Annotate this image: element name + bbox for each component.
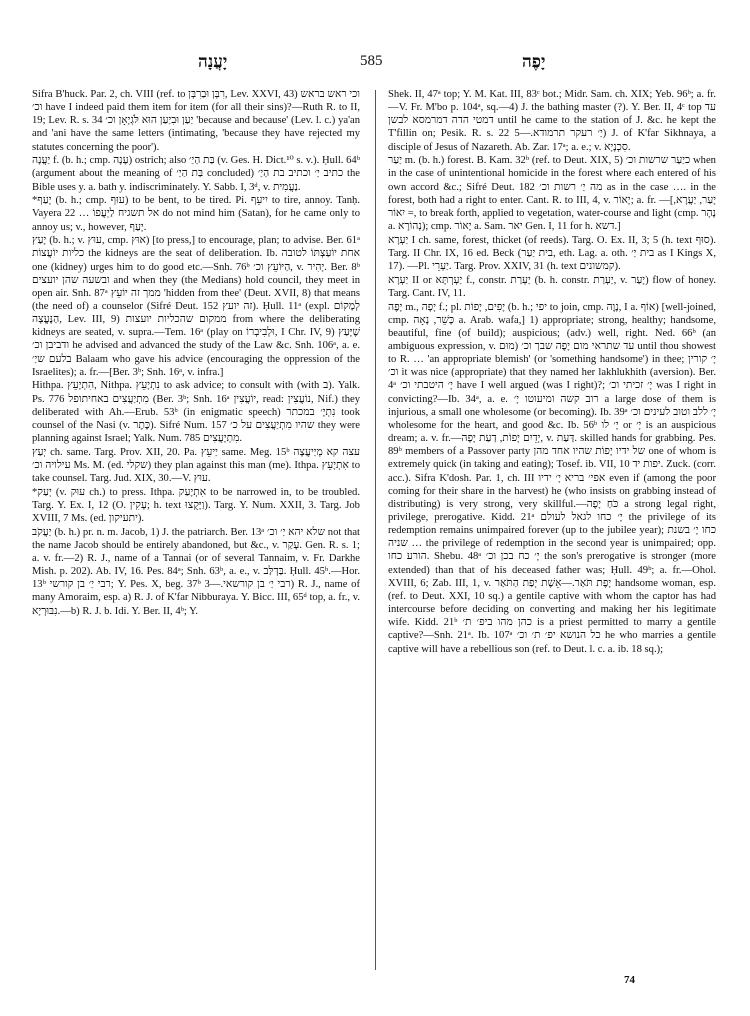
entry-paragraph: Hithpa. הִתְיָעֵץ, Nithpa. נִתְיָעֵץ to ask advice; to consult with (with ב). Yalk. Ps. 776 מִתְיַעֲצִים באחיתופל (Ber. 3ᵇ; Snh. 16ᵃ יוֹעֲצִין, read: נוֹעֲצִין, Nif.) they deliberated with Ah.—Erub. 53ᵇ (in enigmatic speech) נִתְיָ׳ במכתר took counsel of the Nasi (v. כֶּתֶר). Sifré Num. 157 שהיו מִתְיַעֲצִים על כ׳ they were planning against Israel; Yalk. Num. 785 מִתְיָעֲצִים. [32, 380, 361, 445]
entry-paragraph: Shek. II, 47ᵃ top; Y. M. Kat. III, 83ᶜ bot.; Midr. Sam. ch. XIX; Yeb. 96ᵇ; a. fr.—V. Fr. M'bo p. 104ᵃ, sq.—4) J. the bathing master (?). Y. Ber. II, 4ᶜ top עד דמטי הדה דמרמסא לבשן until he came to the station of J. &c. he kept the T'fillin on; Pesik. R. s. 22 יַ׳ רעקר תרמודא.—5) J. of K'far Sikhnaya, a disciple of Jesus of Nazareth. Ab. Zar. 17ᵃ; a. e.; v. סִכְנָיָא. [388, 89, 717, 153]
entry-paragraph: יְעַץ ch. same. Targ. Prov. XII, 20. Pa. יַיעֵץ same. Meg. 15ᵇ עצה קא מְיַיעֲצָה עילויה וכ׳ Ms. M. (ed. שקלי) they plan against this man (me). Ithpa. אִתְיָעֵץ to take counsel. Targ. Jud. XIX, 30.—V. עוּץ. [32, 446, 360, 485]
entry-paragraph: יַעְרָא II or יַעְרְתָּא f., constr. יַעְרַת (b. h. constr. יַעְרַת, v. יָעַר) flow of honey. Targ. Cant. IV, 11. [388, 274, 716, 299]
right-column [388, 88, 716, 656]
left-guide-word: יָעֲנָה [198, 52, 228, 71]
column-divider [375, 90, 376, 970]
entry-paragraph: יַעְרָא I ch. same, forest, thicket (of reeds). Targ. O. Ex. II, 3; 5 (h. text סוּף). Targ. II Chr. IX, 16 ed. Beck (בית יַעַר, eth. Lag. a. oth. בית יַ׳ as I Kings X, 17). —Pl. יַעְרֵי. Targ. Prov. XXIV, 31 (h. text קמשונים). [388, 234, 716, 273]
entry-paragraph: Sifra B'huck. Par. 2, ch. VIII (ref. to רִבְּן וּבַרִבְּן, Lev. XXVI, 43) וכי ראש בראש וכ׳ have I indeed paid them item for item (for all their sins)?—Ruth R. to II, 19; Lev. R. s. 34 יַעַן וּבִיַעַן הוּא לֹּגְיָאָן וכ׳ 'because and because' (Lev. l. c.) ya'an and 'ani have the same letters (intimating, 'because they have rejected my statutes concerning the poor'). [32, 89, 360, 153]
entry-paragraph: *יְעַק (v. עוּק ch.) to press. Ithpa. אִתְיָעַק to be narrowed in, to be troubled. Targ. Y. Ex. I, 12 (O. עָקִין; h. text וַיָּקֻצוּ). Targ. Y. Num. XXII, 3. Targ. Job XVIII, 7 Ms. (ed. יתעיקון). [32, 486, 360, 524]
page-number: 585 [360, 53, 383, 69]
entry-paragraph: יָעַץ (b. h.; v. עוּץ, cmp. אוּץ) [to press,] to encourage, plan; to advise. Ber. 61ᵃ כליות יוֹעֲצוֹת the kidneys are the seat of deliberation. Ib. אחת יוֹעַצְתּוֹ לטובה one (kidney) urges him to do good etc.—Snh. 76ᵇ הַיּוֹעֵץ וכ׳, v. יָהִיר. Ber. 8ᵇ ובשעה שהן יועצים and when they (the Medians) hold council, they meet in open air. Snh. 87ᵃ ממך זה יוֹעֵץ 'hidden from thee' (Deut. XVII, 8) that means (the need of) a counselor (Sifré Deut. 152 זה יועץ). Ḥull. 11ᵃ (expl. לְמָקוֹם הַנֶּעֱצָה, Lev. III, 9) ממקום שהכליות יועצות from where the deliberating kidneys are seated, v. supra.—Tem. 16ᵃ (play on וּלְבִיבְרוֹ, I Chr. IV, 9) שֶׁיָּעַץ ודביבן וכ׳ he advised and advanced the study of the Law &c. Snh. 106ᵃ, a. e. בלעם שיַ׳ Balaam who gave his advice (encouraging the oppression of the Israelites); a. fr.—[Ber. 3ᵇ; Snh. 16ᵃ, v. infra.] [32, 235, 360, 378]
signature-mark: 74 [624, 974, 635, 986]
entry-paragraph: *יָעַף (b. h.; cmp. עוּף) to be bent, to be tired. Pi. יִיעֵף to tire, annoy. Tanḥ. Vayera 22 … אל תשגיח לַיְעֲפוֹ do not mind him (Satan), for he came only to annoy us; v., however, יָעַף. [32, 195, 360, 233]
running-header [90, 50, 670, 74]
entry-paragraph: יָפֶה m., יָפָה f.; pl. יָפִים, יָפוֹת (b. h.; יפי to join, cmp. נָוֶה, I a. אוֹף) [well-joined, cmp. כָּשֵׁר, נָאָה a. Arab. wafa,] 1) appropriate; strong, healthy; handsome, beautiful, fine (of build); auspicious; (adv.) well, right. Ned. 66ᵇ (an ambiguous expression, v. מוּם) עד שתראי מום יָפֶה שבך וכ׳ until thou showest to R. … 'an appropriate blemish' (or 'something handsome') in thee; יָ׳ קורין וכ׳ it was nice (appropriate) that they named her lakhlukhith (aversion). Ber. 4ᵃ יָ׳ היטבתי וכ׳ have I well argued (was I right)?; יָ׳ זכיתי וכ׳ was I right in convicting?—Ib. 34ᵃ, a. e. רוב קשה ומיעוטו יָ׳ a large dose of them is injurious, a small one wholesome (or becoming). Ib. 39ᵃ יָ׳ ללב וטוב לעינים וכ׳ wholesome for the heart, and good &c. Ib. 56ᵇ יָ׳ לו or יָ׳ is an auspicious dream; a. v. fr.—יְדֵיִם יָפוֹת, דַעַת יָפָה, v. דַּעַת. skilled hands for grabbing. Pes. 89ᵇ members of a Passover party של ידיו יָפוֹת שהיו אחד מהן one of whom is extremely quick (in taking and eating); Tosef. ib. VII, 10 יפות יד. Zuck. (corr. acc.). Sifra K'dosh. Par. 1, ch. III אפי׳ בריא יָ׳ ידיו even if (among the poor coming for their share in the harvest) he (who insists on grabbing instead of distributing) is very strong, very skillful.—כֹּחַ יָפֶה a strong legal right, privilege, prerogative. Kidd. 21ᵃ יָ׳ כחו לגאל לעולם the privilege of its redemption remains unimpaired forever (up to the jubilee year); כחו יָ׳ בשנת שניה … the privilege of redemption in the second year is unimpaired; opp. הורע כחו. Shebu. 48ᵃ יָ׳ כח בכן וכ׳ the son's prerogative is stronger (more extended) than that of his deceased father was; Ḥull. 49ᵇ; a. fr.—Ohol. XVIII, 6; Zab. III, 1, v. יָפֶת תֹּאַר.—אֵשֶׁת יְפַת הַתֹּאַר handsome woman, esp. (ref. to Deut. XXI, 10 sq.) a gentile captive with whom the captor has had intercourse before deciding on converting and making her his legitimate wife. Kidd. 21ᵇ כהן מהו ביפ׳ ת׳ is a priest permitted to marry a gentile captive?—Snh. 21ᵃ. Ib. 107ᵃ כל הנושא יפ׳ ת׳ וכ׳ he who marries a gentile captive will have a rebellious son (ref. to Deut. l. c. a. ib. 18 sq.); [388, 301, 717, 655]
entry-paragraph: יַעֲנָה f. (b. h.; cmp. עָנָה) ostrich; also בַּת הַיַ׳ (v. Ges. H. Dict.¹⁰ s. v.). Ḥull. 64ᵇ (argument about the meaning of בַּת הַיַ׳ concluded) כתיב יַ׳ וכתיב בת הַיַ׳ the Bible uses y. a. bath y. indiscriminately. Y. Sabb. I, 3ᵈ, v. נַעֲמִית. [32, 155, 360, 193]
left-column [32, 88, 360, 618]
right-guide-word: יָפֶה [522, 52, 546, 71]
entry-paragraph: יַעֲקֹב (b. h.) pr. n. m. Jacob, 1) J. the patriarch. Ber. 13ᵃ שלא יהא יַ׳ וכ׳ not that the name Jacob should be entirely abandoned, but &c., v. עָקַר. Gen. R. s. 1; a. v. fr.—2) R. J., name of a Tannai (or of several Tannaim, v. Fr. Darkhe Mish. p. 202). Ab. IV, 16. Pes. 84ᵃ; Snh. 63ᵇ, a. e., v. בַּדְלַּב. Ḥull. 45ᵇ.—Hor. 13ᵇ רבי יַ׳ בן קורשי; Y. Pes. X, beg. 37ᵇ רבי יַ׳ בן קורשאי.—3) R. J., name of many Amoraim, esp. a) R. J. of K'far Nibburaya. Y. Bicc. III, 65ᵈ top, a. fr., v. נִבּוּרְיָא.—b) R. J. b. Idi. Y. Ber. II, 4ᵇ; Y. [32, 526, 360, 617]
entry-paragraph: יַעַר m. (b. h.) forest. B. Kam. 32ᵇ (ref. to Deut. XIX, 5) כיַעַר שרשות וכ׳ when in the case of unintentional homicide in the forest where each entered of his own accord &c.; Sifré Deut. 182 מה יַ׳ רשות וכ׳ as in the case …. in the forest, both had a right to enter. Cant. R. to III, 4, v. יָאוֹר; a. fr. —[יָעַר, יַעֲרָא, = יִאוֹר, to break forth, applied to vegetation, water-course and light (cmp. נָהָר a. נְהוֹרָא); cmp. יָאוֹר a. Sam. יאר Gen. I, 11 for h. דשא.] [388, 155, 717, 233]
